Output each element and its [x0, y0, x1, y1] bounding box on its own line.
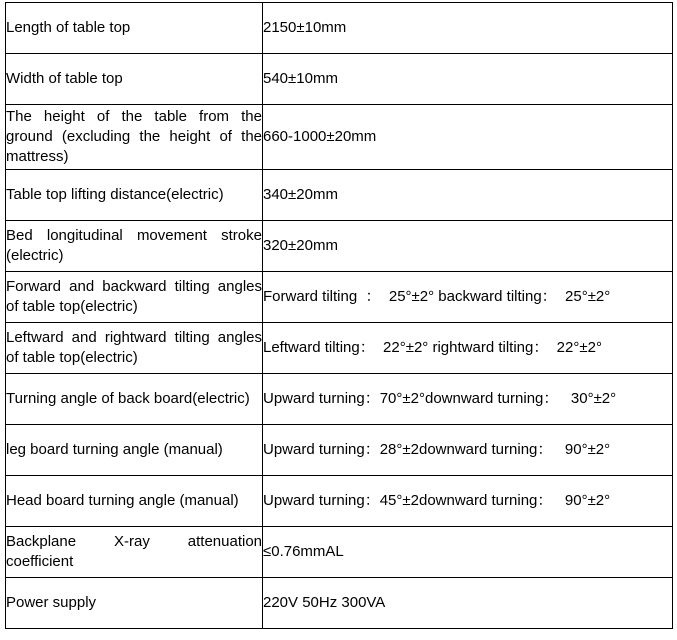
- table-row: [6, 476, 673, 527]
- table-row: [6, 54, 673, 105]
- row-label: Bed longitudinal movement stroke (electric): [6, 221, 263, 272]
- row-label: Power supply: [6, 578, 263, 629]
- row-label: Length of table top: [6, 3, 263, 54]
- row-value: 220V 50Hz 300VA: [263, 578, 673, 629]
- row-value: 660-1000±20mm: [263, 105, 673, 170]
- row-label: Forward and backward tilting angles of table top(electric): [6, 272, 263, 323]
- row-label: leg board turning angle (manual): [6, 425, 263, 476]
- table-row: [6, 272, 673, 323]
- row-label: Head board turning angle (manual): [6, 476, 263, 527]
- row-label: Turning angle of back board(electric): [6, 374, 263, 425]
- row-label: Table top lifting distance(electric): [6, 170, 263, 221]
- row-value: Upward turning：28°±2downward turning： 90°±2°: [263, 425, 673, 476]
- table-row: [6, 105, 673, 170]
- row-value: 2150±10mm: [263, 3, 673, 54]
- table-row: [6, 578, 673, 629]
- row-value: 340±20mm: [263, 170, 673, 221]
- row-label: Backplane X-ray attenuation coefficient: [6, 527, 263, 578]
- row-value: 540±10mm: [263, 54, 673, 105]
- table-row: [6, 221, 673, 272]
- row-value: Leftward tilting： 22°±2° rightward tilting： 22°±2°: [263, 323, 673, 374]
- row-label: Leftward and rightward tilting angles of table top(electric): [6, 323, 263, 374]
- row-label: The height of the table from the ground (excluding the height of the mattress): [6, 105, 263, 170]
- row-value: 320±20mm: [263, 221, 673, 272]
- table-row: [6, 374, 673, 425]
- row-value: Upward turning：70°±2°downward turning： 30°±2°: [263, 374, 673, 425]
- table-row: [6, 425, 673, 476]
- table-row: [6, 170, 673, 221]
- table-row: [6, 527, 673, 578]
- row-value: ≤0.76mmAL: [263, 527, 673, 578]
- table-row: [6, 3, 673, 54]
- row-value: Upward turning：45°±2downward turning： 90°±2°: [263, 476, 673, 527]
- row-label: Width of table top: [6, 54, 263, 105]
- row-value: Forward tilting ： 25°±2° backward tilting： 25°±2°: [263, 272, 673, 323]
- specification-table: [5, 2, 673, 629]
- table-row: [6, 323, 673, 374]
